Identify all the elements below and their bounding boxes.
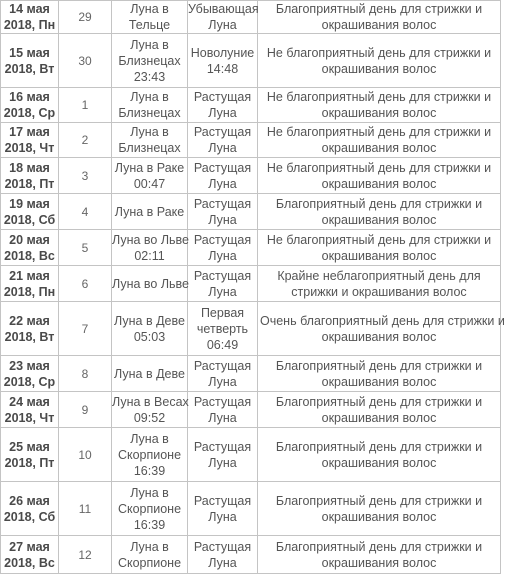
moon-phase-cell bbox=[188, 392, 258, 428]
table-row bbox=[1, 302, 501, 356]
moon-sign-line: 09:52 bbox=[133, 410, 166, 425]
moon-phase-line: Луна bbox=[208, 509, 237, 524]
description-cell bbox=[258, 158, 501, 194]
moon-phase-line: Луна bbox=[208, 141, 237, 155]
description-line: Не благоприятный день для стрижки и bbox=[266, 160, 492, 175]
description-line: Не благоприятный день для стрижки и bbox=[266, 125, 492, 139]
moon-sign-line: Близнецах bbox=[118, 141, 181, 155]
lunar-day-cell: 8 bbox=[59, 356, 112, 392]
description-line: окрашивания волос bbox=[321, 212, 437, 227]
moon-sign-cell bbox=[112, 482, 188, 536]
description-line: окрашивания волос bbox=[321, 248, 437, 263]
lunar-day-cell: 7 bbox=[59, 302, 112, 356]
description-line: Не благоприятный день для стрижки и bbox=[266, 232, 492, 247]
lunar-day-cell: 4 bbox=[59, 194, 112, 230]
description-cell bbox=[258, 34, 501, 88]
moon-sign-line: Луна в bbox=[130, 37, 169, 52]
moon-phase-line: Новолуние bbox=[190, 45, 255, 60]
moon-phase-line: Луна bbox=[208, 18, 237, 32]
lunar-day-cell: 12 bbox=[59, 536, 112, 574]
table-row bbox=[1, 1, 501, 34]
description-line: окрашивания волос bbox=[321, 374, 437, 389]
moon-phase-line: Первая bbox=[200, 305, 245, 320]
description-line: окрашивания волос bbox=[321, 176, 437, 191]
date-line: 19 мая bbox=[9, 196, 50, 211]
lunar-day-cell: 9 bbox=[59, 392, 112, 428]
date-cell bbox=[1, 428, 59, 482]
date-line: 22 мая bbox=[9, 313, 50, 328]
date-line: 15 мая bbox=[9, 45, 50, 60]
date-line: 2018, Вс bbox=[4, 248, 55, 263]
moon-sign-cell bbox=[112, 123, 188, 158]
moon-sign-line: 05:03 bbox=[133, 329, 166, 344]
date-line: 2018, Вс bbox=[4, 555, 55, 570]
date-cell bbox=[1, 230, 59, 266]
table-row bbox=[1, 428, 501, 482]
moon-phase-line: 06:49 bbox=[206, 337, 239, 352]
date-line: 18 мая bbox=[9, 160, 50, 175]
date-cell bbox=[1, 88, 59, 123]
date-cell bbox=[1, 356, 59, 392]
date-line: 26 мая bbox=[9, 493, 50, 508]
date-cell bbox=[1, 482, 59, 536]
date-line: 16 мая bbox=[9, 90, 50, 104]
moon-sign-line: Луна в bbox=[130, 2, 169, 16]
moon-phase-line: Убывающая bbox=[188, 2, 259, 16]
moon-phase-line: Луна bbox=[208, 455, 237, 470]
moon-sign-cell bbox=[112, 428, 188, 482]
moon-phase-line: четверть bbox=[196, 321, 249, 336]
moon-sign-cell bbox=[112, 88, 188, 123]
moon-sign-line: Тельце bbox=[128, 18, 171, 32]
description-line: Благоприятный день для стрижки и bbox=[275, 539, 483, 554]
description-line: окрашивания волос bbox=[321, 455, 437, 470]
table-row bbox=[1, 392, 501, 428]
description-line: Не благоприятный день для стрижки и bbox=[266, 45, 492, 60]
description-cell bbox=[258, 392, 501, 428]
description-line: Благоприятный день для стрижки и bbox=[275, 439, 483, 454]
date-line: 2018, Чт bbox=[4, 141, 55, 155]
moon-phase-line: Луна bbox=[208, 212, 237, 227]
moon-sign-line: Близнецах bbox=[118, 106, 181, 120]
moon-phase-cell bbox=[188, 1, 258, 34]
moon-sign-cell bbox=[112, 392, 188, 428]
description-line: Благоприятный день для стрижки и bbox=[275, 394, 483, 409]
date-cell bbox=[1, 158, 59, 194]
lunar-day-cell: 5 bbox=[59, 230, 112, 266]
description-line: Крайне неблагоприятный день для bbox=[277, 268, 481, 283]
moon-phase-line: Растущая bbox=[193, 268, 252, 283]
table-row bbox=[1, 482, 501, 536]
moon-phase-line: Луна bbox=[208, 284, 237, 299]
table-row bbox=[1, 123, 501, 158]
date-line: 2018, Пт bbox=[4, 176, 55, 191]
description-line: окрашивания волос bbox=[321, 410, 437, 425]
date-line: 2018, Пт bbox=[4, 455, 55, 470]
date-line: 2018, Пн bbox=[3, 284, 56, 299]
table-row bbox=[1, 34, 501, 88]
moon-phase-line: 14:48 bbox=[206, 61, 239, 76]
description-line: Благоприятный день для стрижки и bbox=[275, 358, 483, 373]
date-line: 27 мая bbox=[9, 539, 50, 554]
table-row bbox=[1, 266, 501, 302]
date-cell bbox=[1, 266, 59, 302]
description-line: Благоприятный день для стрижки и bbox=[275, 196, 483, 211]
moon-sign-line: 16:39 bbox=[133, 517, 166, 532]
description-cell bbox=[258, 266, 501, 302]
table-row bbox=[1, 536, 501, 574]
moon-phase-line: Растущая bbox=[193, 394, 252, 409]
moon-sign-line: Скорпионе bbox=[117, 501, 182, 516]
date-cell bbox=[1, 1, 59, 34]
date-cell bbox=[1, 536, 59, 574]
description-cell bbox=[258, 356, 501, 392]
moon-phase-line: Растущая bbox=[193, 439, 252, 454]
date-line: 23 мая bbox=[9, 358, 50, 373]
moon-sign-cell bbox=[112, 302, 188, 356]
moon-sign-line: Луна в bbox=[130, 539, 169, 554]
lunar-day-cell: 1 bbox=[59, 88, 112, 123]
moon-sign-line: Луна в Деве bbox=[114, 366, 185, 381]
lunar-day-cell: 11 bbox=[59, 482, 112, 536]
description-cell bbox=[258, 482, 501, 536]
date-line: 17 мая bbox=[9, 125, 50, 139]
moon-phase-cell bbox=[188, 123, 258, 158]
moon-sign-line: Близнецах bbox=[118, 53, 181, 68]
description-line: Не благоприятный день для стрижки и bbox=[266, 90, 492, 104]
table-row bbox=[1, 158, 501, 194]
description-line: окрашивания волос bbox=[321, 329, 437, 344]
moon-sign-line: Луна во Льве bbox=[112, 232, 190, 247]
description-line: окрашивания волос bbox=[321, 509, 437, 524]
date-cell bbox=[1, 194, 59, 230]
description-line: Благоприятный день для стрижки и bbox=[275, 2, 483, 16]
date-cell bbox=[1, 123, 59, 158]
moon-phase-line: Растущая bbox=[193, 539, 252, 554]
moon-phase-line: Луна bbox=[208, 248, 237, 263]
description-cell bbox=[258, 536, 501, 574]
moon-sign-line: 00:47 bbox=[133, 176, 166, 191]
date-line: 20 мая bbox=[9, 232, 50, 247]
moon-sign-line: Луна в bbox=[130, 485, 169, 500]
moon-sign-cell bbox=[112, 536, 188, 574]
description-line: Благоприятный день для стрижки и bbox=[275, 493, 483, 508]
moon-sign-line: Луна во Льве bbox=[112, 276, 190, 291]
moon-phase-cell bbox=[188, 230, 258, 266]
description-line: стрижки и окрашивания волос bbox=[291, 284, 467, 299]
moon-phase-cell bbox=[188, 482, 258, 536]
date-cell bbox=[1, 392, 59, 428]
moon-phase-cell bbox=[188, 194, 258, 230]
date-line: 2018, Сб bbox=[3, 509, 56, 524]
description-cell bbox=[258, 230, 501, 266]
date-line: 2018, Ср bbox=[3, 106, 56, 120]
date-cell bbox=[1, 302, 59, 356]
moon-phase-line: Растущая bbox=[193, 493, 252, 508]
description-cell bbox=[258, 194, 501, 230]
moon-phase-cell bbox=[188, 88, 258, 123]
date-line: 2018, Вт bbox=[4, 61, 55, 76]
moon-phase-line: Луна bbox=[208, 555, 237, 570]
lunar-day-cell: 6 bbox=[59, 266, 112, 302]
description-cell bbox=[258, 428, 501, 482]
description-line: окрашивания волос bbox=[321, 18, 437, 32]
moon-phase-cell bbox=[188, 356, 258, 392]
moon-phase-line: Растущая bbox=[193, 196, 252, 211]
date-line: 24 мая bbox=[9, 394, 50, 409]
moon-phase-cell bbox=[188, 536, 258, 574]
date-line: 2018, Сб bbox=[3, 212, 56, 227]
table-row bbox=[1, 356, 501, 392]
lunar-day-cell: 10 bbox=[59, 428, 112, 482]
moon-phase-line: Растущая bbox=[193, 358, 252, 373]
date-line: 2018, Вт bbox=[4, 329, 55, 344]
moon-sign-cell bbox=[112, 230, 188, 266]
date-line: 14 мая bbox=[9, 2, 50, 16]
calendar-body bbox=[1, 1, 505, 574]
moon-phase-cell bbox=[188, 302, 258, 356]
moon-phase-line: Растущая bbox=[193, 232, 252, 247]
moon-sign-cell bbox=[112, 356, 188, 392]
description-cell bbox=[258, 88, 501, 123]
description-line: окрашивания волос bbox=[321, 61, 437, 76]
moon-phase-cell bbox=[188, 158, 258, 194]
description-line: окрашивания волос bbox=[321, 555, 437, 570]
date-line: 2018, Чт bbox=[4, 410, 55, 425]
moon-sign-line: Луна в bbox=[130, 431, 169, 446]
description-line: окрашивания волос bbox=[321, 106, 437, 120]
moon-sign-line: Луна в Весах bbox=[112, 394, 189, 409]
date-line: 25 мая bbox=[9, 439, 50, 454]
moon-sign-line: Луна в Раке bbox=[114, 204, 185, 219]
date-line: 2018, Пн bbox=[3, 18, 56, 32]
description-cell bbox=[258, 123, 501, 158]
table-row bbox=[1, 230, 501, 266]
moon-phase-line: Луна bbox=[208, 106, 237, 120]
date-line: 2018, Ср bbox=[3, 374, 56, 389]
description-line: Очень благоприятный день для стрижки и bbox=[260, 313, 505, 328]
description-cell bbox=[258, 302, 505, 356]
moon-sign-line: 16:39 bbox=[133, 463, 166, 478]
moon-phase-line: Луна bbox=[208, 374, 237, 389]
moon-phase-line: Луна bbox=[208, 410, 237, 425]
moon-sign-line: Луна в Раке bbox=[114, 160, 185, 175]
moon-sign-cell bbox=[112, 1, 188, 34]
lunar-day-cell: 2 bbox=[59, 123, 112, 158]
moon-phase-line: Растущая bbox=[193, 160, 252, 175]
moon-phase-cell bbox=[188, 428, 258, 482]
moon-sign-line: Скорпионе bbox=[117, 447, 182, 462]
lunar-day-cell: 30 bbox=[59, 34, 112, 88]
date-cell bbox=[1, 34, 59, 88]
moon-sign-line: 02:11 bbox=[134, 248, 165, 263]
moon-phase-line: Луна bbox=[208, 176, 237, 191]
table-row bbox=[1, 194, 501, 230]
moon-sign-line: Луна в bbox=[130, 125, 169, 139]
moon-sign-line: 23:43 bbox=[133, 69, 166, 84]
description-line: окрашивания волос bbox=[321, 141, 437, 155]
lunar-day-cell: 29 bbox=[59, 1, 112, 34]
moon-phase-line: Растущая bbox=[193, 125, 252, 139]
moon-phase-cell bbox=[188, 266, 258, 302]
moon-sign-cell bbox=[112, 158, 188, 194]
description-cell bbox=[258, 1, 501, 34]
date-line: 21 мая bbox=[9, 268, 50, 283]
moon-sign-cell bbox=[112, 194, 188, 230]
lunar-day-cell: 3 bbox=[59, 158, 112, 194]
moon-phase-cell bbox=[188, 34, 258, 88]
moon-sign-cell bbox=[112, 34, 188, 88]
moon-sign-line: Луна в Деве bbox=[114, 313, 185, 328]
moon-phase-line: Растущая bbox=[193, 90, 252, 104]
moon-sign-line: Скорпионе bbox=[117, 555, 182, 570]
moon-sign-cell bbox=[112, 266, 188, 302]
table-row bbox=[1, 88, 501, 123]
moon-sign-line: Луна в bbox=[130, 90, 169, 104]
